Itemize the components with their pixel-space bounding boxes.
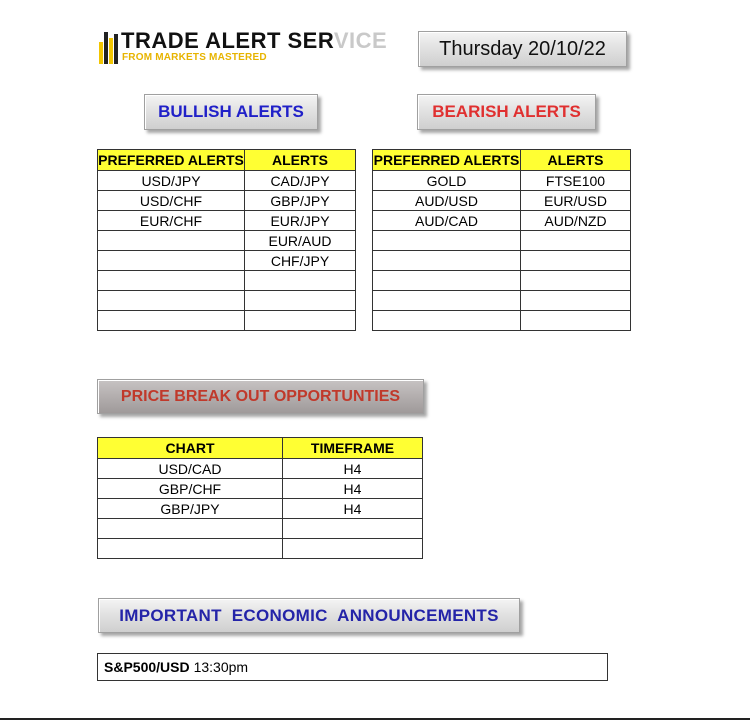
table-cell (98, 231, 245, 251)
table-cell (98, 251, 245, 271)
logo (99, 28, 388, 70)
price-breakout-button[interactable]: PRICE BREAK OUT OPPORTUNTIES (97, 379, 424, 414)
table-row (98, 311, 356, 331)
date-label: Thursday 20/10/22 (418, 31, 627, 67)
table-cell (245, 271, 356, 291)
table-cell: CHF/JPY (245, 251, 356, 271)
table-row (373, 231, 631, 251)
column-header: PREFERRED ALERTS (98, 150, 245, 171)
table-row (98, 191, 356, 211)
table-cell: FTSE100 (521, 171, 631, 191)
bottom-divider (0, 718, 750, 720)
table-cell (98, 311, 245, 331)
table-row (98, 291, 356, 311)
table-cell: GBP/CHF (98, 479, 283, 499)
table-cell (373, 291, 521, 311)
bearish-alerts-button[interactable]: BEARISH ALERTS (417, 94, 596, 130)
table-cell: EUR/USD (521, 191, 631, 211)
logo-subtitle: FROM MARKETS MASTERED (122, 52, 267, 63)
table-cell: EUR/AUD (245, 231, 356, 251)
table-row (98, 251, 356, 271)
table-cell (521, 231, 631, 251)
table-row (98, 519, 423, 539)
bullish-alerts-button[interactable]: BULLISH ALERTS (144, 94, 318, 130)
table-cell (521, 271, 631, 291)
table-row (373, 311, 631, 331)
table-row (373, 171, 631, 191)
price-breakout-table (97, 437, 423, 559)
table-cell (98, 539, 283, 559)
table-row (98, 459, 423, 479)
announcement-item-time: 13:30pm (193, 659, 249, 675)
table-row (98, 231, 356, 251)
table-cell: USD/JPY (98, 171, 245, 191)
table-cell: USD/CAD (98, 459, 283, 479)
column-header: ALERTS (521, 150, 631, 171)
table-row (98, 499, 423, 519)
chart-bars-icon (99, 32, 121, 64)
table-row (98, 211, 356, 231)
announcement-item-name: S&P500/USD (104, 659, 190, 675)
table-row (98, 171, 356, 191)
table-cell: AUD/USD (373, 191, 521, 211)
table-row (373, 291, 631, 311)
bullish-alerts-table (97, 149, 356, 331)
table-cell (98, 271, 245, 291)
economic-announcements-button[interactable] (98, 598, 520, 633)
bearish-alerts-table (372, 149, 631, 331)
table-cell (373, 251, 521, 271)
table-row (98, 271, 356, 291)
column-header: CHART (98, 438, 283, 459)
table-cell (245, 291, 356, 311)
table-cell: EUR/JPY (245, 211, 356, 231)
logo-title: TRADE ALERT SERVICE (121, 28, 388, 53)
table-cell: CAD/JPY (245, 171, 356, 191)
table-cell (98, 519, 283, 539)
table-cell (373, 271, 521, 291)
table-cell (98, 291, 245, 311)
table-row (373, 271, 631, 291)
economic-announcements-label: IMPORTANT ECONOMIC ANNOUNCEMENTS (119, 605, 499, 625)
column-header: ALERTS (245, 150, 356, 171)
column-header: TIMEFRAME (283, 438, 423, 459)
table-cell: EUR/CHF (98, 211, 245, 231)
table-header-row (98, 150, 356, 171)
announcement-box (97, 653, 608, 681)
column-header: PREFERRED ALERTS (373, 150, 521, 171)
table-row (373, 211, 631, 231)
table-cell (283, 539, 423, 559)
table-cell: H4 (283, 499, 423, 519)
table-cell (373, 231, 521, 251)
table-cell: GBP/JPY (245, 191, 356, 211)
table-cell: GOLD (373, 171, 521, 191)
table-header-row (373, 150, 631, 171)
table-cell (521, 251, 631, 271)
table-cell (373, 311, 521, 331)
table-cell: GBP/JPY (98, 499, 283, 519)
table-cell: USD/CHF (98, 191, 245, 211)
table-cell (521, 291, 631, 311)
table-row (373, 251, 631, 271)
table-header-row (98, 438, 423, 459)
table-cell: AUD/CAD (373, 211, 521, 231)
table-cell (521, 311, 631, 331)
table-cell (245, 311, 356, 331)
table-row (98, 539, 423, 559)
table-row (98, 479, 423, 499)
table-cell (283, 519, 423, 539)
table-row (373, 191, 631, 211)
table-cell: AUD/NZD (521, 211, 631, 231)
table-cell: H4 (283, 479, 423, 499)
table-cell: H4 (283, 459, 423, 479)
